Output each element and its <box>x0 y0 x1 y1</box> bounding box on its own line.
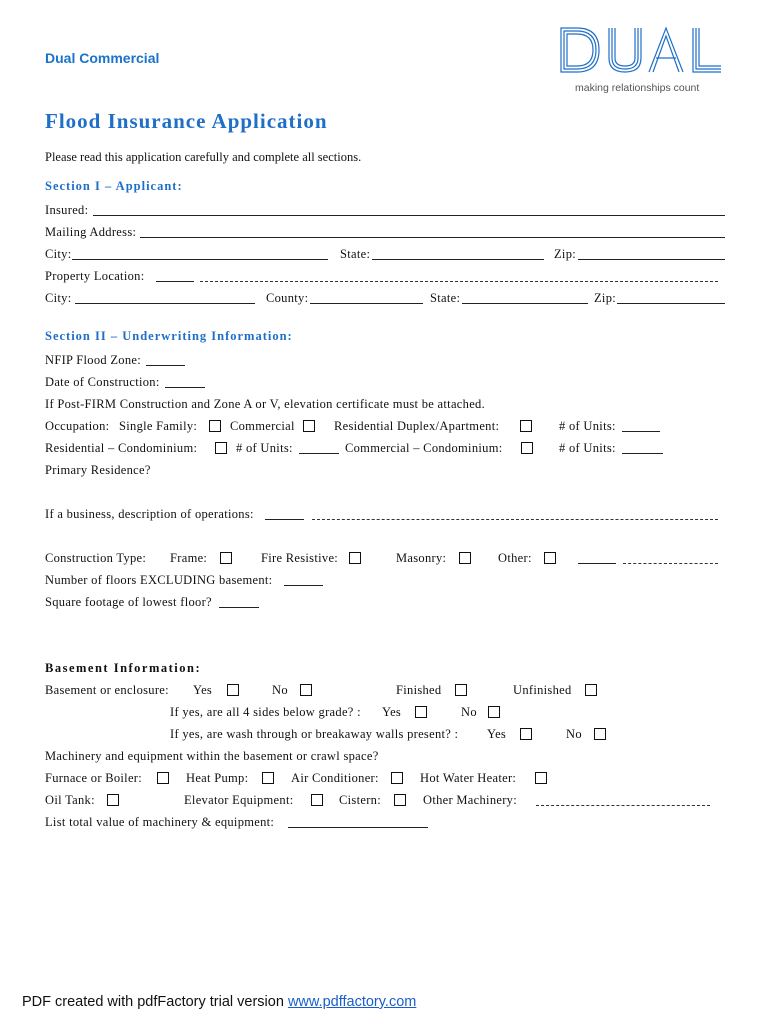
oil-tank-checkbox[interactable] <box>107 794 119 806</box>
cistern-label: Cistern: <box>339 793 381 807</box>
city2-field[interactable] <box>75 303 255 304</box>
wash-yes-checkbox[interactable] <box>520 728 532 740</box>
zip-field[interactable] <box>578 259 725 260</box>
sides-no-checkbox[interactable] <box>488 706 500 718</box>
cistern-checkbox[interactable] <box>394 794 406 806</box>
business-field[interactable] <box>312 519 718 520</box>
oil-tank-label: Oil Tank: <box>45 793 95 807</box>
water-heater-checkbox[interactable] <box>535 772 547 784</box>
finished-label: Finished <box>396 683 442 697</box>
city-field[interactable] <box>72 259 328 260</box>
state-label: State: <box>340 247 371 261</box>
insured-label: Insured: <box>45 203 89 217</box>
company-name: Dual Commercial <box>45 50 160 66</box>
pdf-footer <box>22 994 416 1010</box>
other-machinery-field[interactable] <box>536 805 710 806</box>
occupancy-label: Occupation: <box>45 419 110 433</box>
mailing-address-label: Mailing Address: <box>45 225 137 239</box>
total-value-label: List total value of machinery & equipment: <box>45 815 275 829</box>
section-1-heading: Section I – Applicant: <box>45 179 183 193</box>
furnace-label: Furnace or Boiler: <box>45 771 143 785</box>
units-label: # of Units: <box>559 419 616 433</box>
sides-yes-checkbox[interactable] <box>415 706 427 718</box>
heat-pump-label: Heat Pump: <box>186 771 249 785</box>
date-construction-label: Date of Construction: <box>45 375 160 389</box>
machinery-question: Machinery and equipment within the basement or crawl space? <box>45 749 379 763</box>
res-condo-label: Residential – Condominium: <box>45 441 198 455</box>
enclosure-no-checkbox[interactable] <box>300 684 312 696</box>
nfip-label: NFIP Flood Zone: <box>45 353 142 367</box>
section-2-heading: Section II – Underwriting Information: <box>45 329 293 343</box>
enclosure-yes-label: Yes <box>193 683 213 697</box>
post-firm-note: If Post-FIRM Construction and Zone A or V, elevation certificate must be attached. <box>45 397 486 411</box>
footer-link[interactable]: www.pdffactory.com <box>287 994 417 1010</box>
floors-label: Number of floors EXCLUDING basement: <box>45 573 273 587</box>
logo-tagline: making relationships count <box>575 82 700 94</box>
property-location-label: Property Location: <box>45 269 145 283</box>
footer-text: PDF created with pdfFactory trial version <box>22 994 288 1010</box>
fire-resistive-checkbox[interactable] <box>349 552 361 564</box>
masonry-label: Masonry: <box>396 551 447 565</box>
commercial-label: Commercial <box>230 419 295 433</box>
primary-residence-label: Primary Residence? <box>45 463 151 477</box>
sides-yes-label: Yes <box>382 705 402 719</box>
commercial-checkbox[interactable] <box>303 420 315 432</box>
other-machinery-label: Other Machinery: <box>423 793 518 807</box>
frame-label: Frame: <box>170 551 208 565</box>
unfinished-label: Unfinished <box>513 683 572 697</box>
units3-label: # of Units: <box>559 441 616 455</box>
enclosure-yes-checkbox[interactable] <box>227 684 239 696</box>
zip2-field[interactable] <box>617 303 725 304</box>
floors-field[interactable] <box>284 585 323 586</box>
other-field[interactable] <box>623 563 718 564</box>
wash-yes-label: Yes <box>487 727 507 741</box>
mailing-address-field[interactable] <box>140 237 725 238</box>
nfip-field[interactable] <box>146 365 185 366</box>
construction-type-label: Construction Type: <box>45 551 147 565</box>
city-label: City: <box>45 247 72 261</box>
comm-condo-checkbox[interactable] <box>521 442 533 454</box>
business-label: If a business, description of operations: <box>45 507 254 521</box>
masonry-checkbox[interactable] <box>459 552 471 564</box>
zip2-label: Zip: <box>594 291 617 305</box>
unfinished-checkbox[interactable] <box>585 684 597 696</box>
elevator-label: Elevator Equipment: <box>184 793 294 807</box>
sqft-field[interactable] <box>219 607 259 608</box>
furnace-checkbox[interactable] <box>157 772 169 784</box>
wash-question: If yes, are wash through or breakaway walls present? : <box>170 727 459 741</box>
enclosure-label: Basement or enclosure: <box>45 683 169 697</box>
zip-label: Zip: <box>554 247 577 261</box>
elevator-checkbox[interactable] <box>311 794 323 806</box>
units3-field[interactable] <box>622 453 663 454</box>
other-checkbox[interactable] <box>544 552 556 564</box>
units2-field[interactable] <box>299 453 339 454</box>
single-family-checkbox[interactable] <box>209 420 221 432</box>
page-title: Flood Insurance Application <box>45 109 328 133</box>
intro-text: Please read this application carefully and complete all sections. <box>45 150 362 164</box>
state2-label: State: <box>430 291 461 305</box>
units2-label: # of Units: <box>236 441 293 455</box>
enclosure-no-label: No <box>272 683 288 697</box>
business-field-a[interactable] <box>265 519 304 520</box>
date-construction-field[interactable] <box>165 387 205 388</box>
county-label: County: <box>266 291 309 305</box>
property-location-field-a[interactable] <box>156 281 194 282</box>
other-field-a[interactable] <box>578 563 616 564</box>
state2-field[interactable] <box>462 303 588 304</box>
sides-question: If yes, are all 4 sides below grade? : <box>170 705 361 719</box>
sides-no-label: No <box>461 705 477 719</box>
city2-label: City: <box>45 291 72 305</box>
finished-checkbox[interactable] <box>455 684 467 696</box>
fire-resistive-label: Fire Resistive: <box>261 551 339 565</box>
wash-no-checkbox[interactable] <box>594 728 606 740</box>
res-duplex-label: Residential Duplex/Apartment: <box>334 419 500 433</box>
ac-checkbox[interactable] <box>391 772 403 784</box>
heat-pump-checkbox[interactable] <box>262 772 274 784</box>
frame-checkbox[interactable] <box>220 552 232 564</box>
comm-condo-label: Commercial – Condominium: <box>345 441 503 455</box>
county-field[interactable] <box>310 303 423 304</box>
total-value-field[interactable] <box>288 827 428 828</box>
other-label: Other: <box>498 551 532 565</box>
basement-heading: Basement Information: <box>45 661 202 675</box>
units-field[interactable] <box>622 431 660 432</box>
property-location-field[interactable] <box>200 281 718 282</box>
res-condo-checkbox[interactable] <box>215 442 227 454</box>
wash-no-label: No <box>566 727 582 741</box>
single-family-label: Single Family: <box>119 419 198 433</box>
state-field[interactable] <box>372 259 544 260</box>
ac-label: Air Conditioner: <box>291 771 379 785</box>
res-duplex-checkbox[interactable] <box>520 420 532 432</box>
insured-field[interactable] <box>93 215 725 216</box>
water-heater-label: Hot Water Heater: <box>420 771 517 785</box>
sqft-label: Square footage of lowest floor? <box>45 595 212 609</box>
